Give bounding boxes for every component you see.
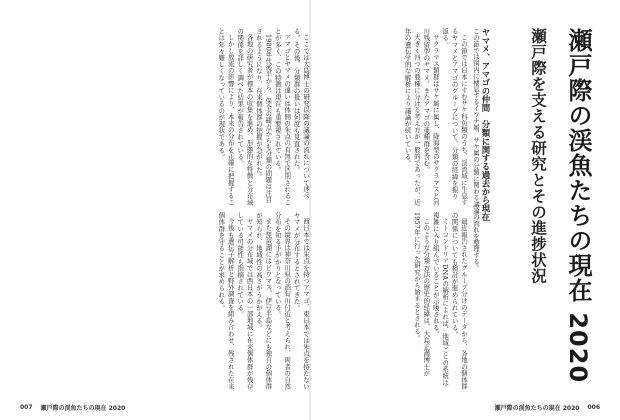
- body-column-right-upper: [318, 28, 468, 206]
- body-paragraph: その境界は神奈川県の酒匂川付近と考えられ、両者の自然分布を知る手がかりとなっている。: [273, 212, 292, 390]
- body-paragraph: 最近報告されたグループ分けのデータから、各地の個体群の関係についても検討が進められている。: [450, 212, 468, 390]
- body-paragraph: アマゴとヤマメの違いは体側の朱点の有無で区別されることが多く、この特徴は現在も重要視されている。: [273, 28, 292, 206]
- section-heading: ヤマメ、アマゴの仲間 分類に関する過去から現在: [481, 28, 491, 221]
- body-paragraph: 大きく四つの亜種に分ける考え方が一般的であったが、近年の遺伝学的な解析により議論が続いている。: [403, 28, 421, 206]
- footer-left: [20, 403, 125, 412]
- body-paragraph: ここでは大島博士の研究以降の議論の流れについて述べる。その後、分類群の扱いは何度も見直された。: [292, 28, 310, 200]
- body-paragraph: 今後も遺伝子解析と野外調査を組み合わせ、残された在来個体群を守ることが求められる。: [217, 212, 235, 390]
- body-paragraph: 各地の研究者が標本の収集を進め、形態的な特徴と分布域の関係を詳しく調べた結果が報告されている。: [236, 28, 254, 206]
- body-paragraph: また琵琶湖にはビワマス、伊豆半島などにも独自の個体群が知られ、地域性の高さがうかがえる。: [254, 212, 273, 390]
- body-paragraph: サクラマス類群はサケ属に属し、降海型のサクラマスと河川残留型のヤマメ、またアマゴの亜種群を含む。: [422, 28, 440, 206]
- page-title: 瀬戸際の渓魚たちの現在 2020: [564, 28, 592, 384]
- body-paragraph: このような分類方法の歴史的経緯は、大島正満博士が1957年に行った研究から始まるとされる。: [412, 212, 431, 377]
- body-column-right-lower: [318, 212, 468, 390]
- page-number: 006: [587, 404, 600, 411]
- running-title: 瀬戸際の渓魚たちの現在 2020: [40, 405, 126, 412]
- body-paragraph: しかし放流の影響により、本来の分布を正確に把握することは年々難しくなっているのが現状である。: [217, 28, 235, 206]
- body-paragraph: 西日本では朱点を持つアマゴ、東日本では朱点を持たないヤマメが分布するとされてきた。: [292, 212, 310, 390]
- page-subtitle: 瀬戸際を支える研究とその進捗状況: [529, 28, 547, 284]
- page-number: 007: [20, 404, 33, 411]
- body-column-left-upper: [22, 28, 310, 206]
- body-paragraph: この節では日本にすむサケ科魚類のうち、渓流域に生息するヤマメとアマゴのグループについて、分類の経緯を振り返る。: [441, 28, 468, 206]
- intro-text: この節では国内に棲息するイワナ属、サケ属の分類に関わる議論の流れを整理する。: [472, 28, 480, 272]
- running-title: 瀬戸際の渓魚たちの現在 2020: [494, 405, 580, 412]
- body-column-left-lower: [22, 212, 310, 390]
- body-paragraph: ヤマメの分布域では西日本の一部地域に在来個体群が残存している可能性も指摘されている。: [236, 212, 254, 390]
- footer-right: [495, 403, 600, 412]
- body-paragraph: 1980年代後半から、保全の観点からも分類の問題は注目されるようになり、在来個体群の把握が急がれた。: [254, 28, 273, 204]
- body-paragraph: ミトコンドリアDNAの解析によれば、地域ごとの系統は複雑に入り組んでいることが示唆される。: [431, 212, 450, 387]
